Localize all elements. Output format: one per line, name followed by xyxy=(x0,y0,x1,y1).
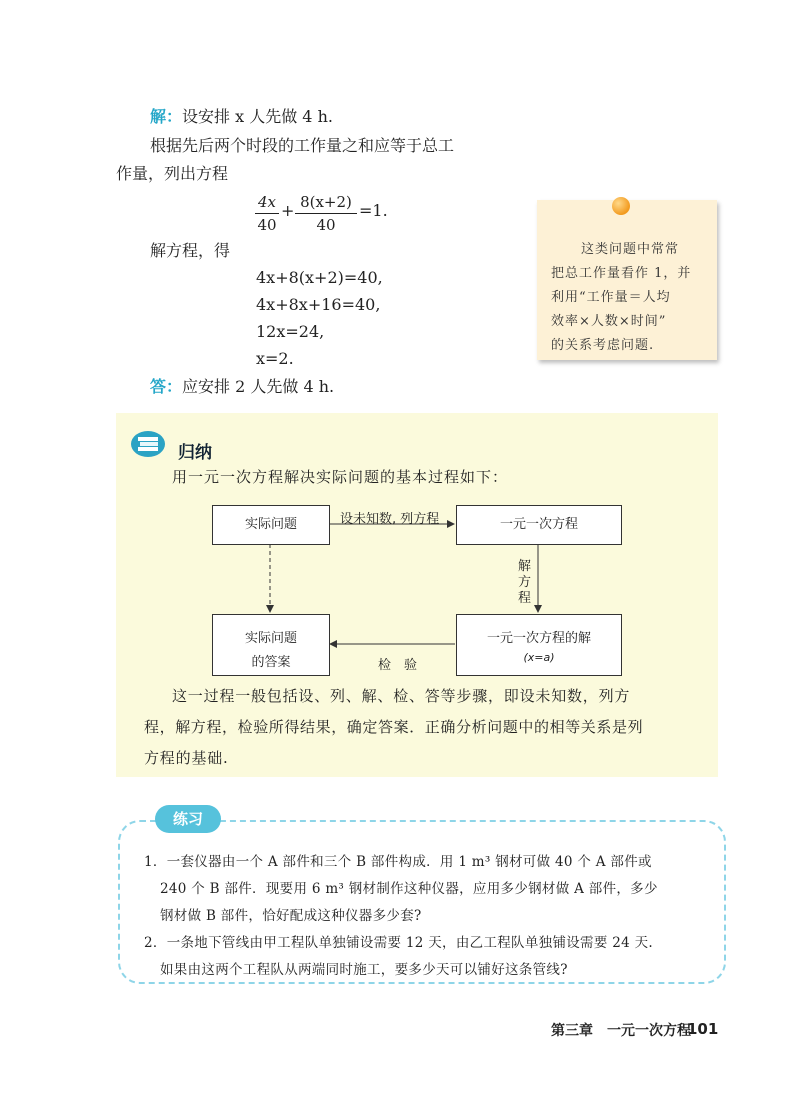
solution-step-3: 12x=24, xyxy=(256,322,325,341)
exercise-line-4: 2．一条地下管线由甲工程队单独铺设需要 12 天，由乙工程队单独铺设需要 24 天. xyxy=(144,935,654,951)
solution-step-4: x=2. xyxy=(256,349,294,368)
fraction-1-denominator: 40 xyxy=(257,216,277,234)
flow-box-answer-line-2: 的答案 xyxy=(251,655,291,670)
plus-sign: + xyxy=(281,201,295,220)
flow-label-solve-1: 解 xyxy=(518,559,532,574)
summary-paragraph-line-1: 这一过程一般包括设、列、解、检、答等步骤，即设未知数，列方 xyxy=(172,687,631,705)
footer-chapter: 第三章 一元一次方程 xyxy=(551,1023,691,1039)
flow-label-set-equation: 设未知数, 列方程 xyxy=(340,512,440,527)
note-line-4: 效率×人数×时间” xyxy=(551,314,667,329)
summary-title: 归纳 xyxy=(178,443,212,463)
footer-page-number: 101 xyxy=(687,1020,719,1038)
note-line-2: 把总工作量看作 1，并 xyxy=(551,266,692,281)
fraction-1-numerator: 4x xyxy=(257,193,276,211)
answer-label: 答： xyxy=(150,377,183,396)
flow-label-solve-3: 程 xyxy=(518,591,532,606)
exercise-tab: 练习 xyxy=(155,805,221,833)
note-line-5: 的关系考虑问题. xyxy=(551,338,655,353)
reasoning-line-2: 作量，列出方程 xyxy=(116,164,229,183)
solution-step-1: 4x+8(x+2)=40, xyxy=(256,268,383,287)
note-line-3: 利用“工作量＝人均 xyxy=(551,290,671,305)
summary-intro: 用一元一次方程解决实际问题的基本过程如下： xyxy=(172,468,509,486)
flow-box-equation: 一元一次方程 xyxy=(456,505,622,545)
solution-label: 解： xyxy=(150,107,183,126)
flow-box-solution-line-1: 一元一次方程的解 xyxy=(486,631,591,646)
flow-box-problem: 实际问题 xyxy=(212,505,330,545)
exercise-line-5: 如果由这两个工程队从两端同时施工，要多少天可以铺好这条管线? xyxy=(160,962,568,978)
flow-label-check: 检 验 xyxy=(378,658,418,673)
exercise-line-3: 钢材做 B 部件，恰好配成这种仪器多少套? xyxy=(160,908,422,924)
flow-box-answer-line-1: 实际问题 xyxy=(244,631,297,646)
exercise-line-1: 1．一套仪器由一个 A 部件和三个 B 部件构成．用 1 m³ 钢材可做 40 个 A 部件或 xyxy=(144,854,652,870)
fraction-2-denominator: 40 xyxy=(316,216,336,234)
flow-box-solution-line-2: (x=a) xyxy=(523,651,555,664)
flow-label-solve-2: 方 xyxy=(518,575,532,590)
summary-paragraph-line-3: 方程的基础. xyxy=(144,749,229,767)
solve-text: 解方程，得 xyxy=(150,241,231,260)
equation-rhs: =1. xyxy=(359,201,388,220)
note-line-1: 这类问题中常常 xyxy=(581,242,680,257)
answer-text: 应安排 2 人先做 4 h. xyxy=(182,377,335,396)
fraction-2-numerator: 8(x+2) xyxy=(300,193,352,211)
reasoning-line-1: 根据先后两个时段的工作量之和应等于总工 xyxy=(150,136,455,155)
solution-intro: 设安排 x 人先做 4 h. xyxy=(182,107,333,126)
summary-paragraph-line-2: 程，解方程，检验所得结果，确定答案．正确分析问题中的相等关系是列 xyxy=(144,718,644,736)
solution-step-2: 4x+8x+16=40, xyxy=(256,295,381,314)
exercise-line-2: 240 个 B 部件．现要用 6 m³ 钢材制作这种仪器，应用多少钢材做 A 部件，多少 xyxy=(160,881,658,897)
